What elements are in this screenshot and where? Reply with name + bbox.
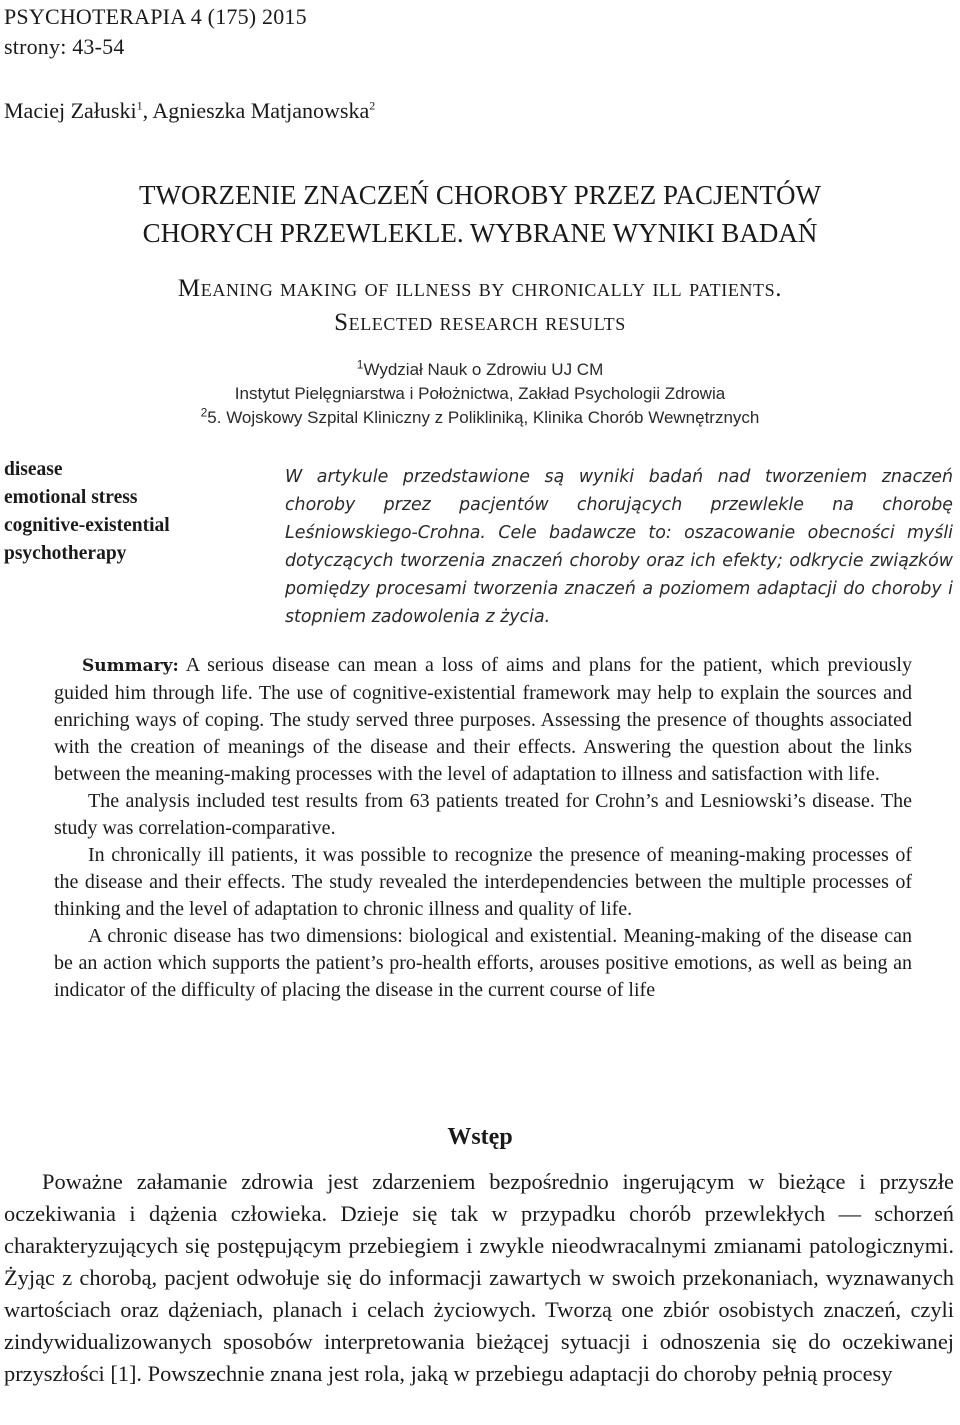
keyword: cognitive-existential [4,515,170,536]
summary-paragraph: The analysis included test results from 63 patients treated for Crohn’s and Lesniowski’s disease. The study was correlation-comparative. [54,790,912,839]
section-heading: Wstęp [447,1124,513,1150]
affiliation-marker: 1 [136,98,143,113]
journal-header [4,2,307,62]
summary-label: Summary: [82,656,179,676]
affiliation-line: Instytut Pielęgniarstwa i Położnictwa, Zakład Psychologii Zdrowia [234,384,726,403]
article-title-polish [0,176,960,252]
summary-paragraph: Summary: A serious disease can mean a loss of aims and plans for the patient, which previously guided him through life. The use of cognitive-existential framework may help to explain the sources and enriching ways of coping. The study served three purposes. Assessing the presence of thoughts associated with the creation of meanings of the disease and their effects. Answering the question about the links between the meaning-making processes with the level of adaptation to illness and satisfaction with life. [54,654,912,785]
article-title-english [0,272,960,340]
title-line: TWORZENIE ZNACZEŃ CHOROBY PRZEZ PACJENTÓW [139,180,821,210]
summary-paragraph: A chronic disease has two dimensions: biological and existential. Meaning-making of the disease can be an action which supports the patient’s pro-health efforts, arouses positive emotions, as well as being an indicator of the difficulty of placing the disease in the current course of life [54,925,912,1001]
keyword: psychotherapy [4,543,127,564]
page-range: strony: 43-54 [4,34,125,59]
keyword: disease [4,459,63,480]
affiliation-marker: 2 [200,405,208,420]
author-name: Agnieszka Matjanowska [152,98,370,123]
title-line: CHORYCH PRZEWLEKLE. WYBRANE WYNIKI BADAŃ [142,218,818,248]
affiliation-marker: 2 [369,98,376,113]
affiliation-line: $^2$5. Wojskowy Szpital Kliniczny z Polikliniką, Klinika Chorób Wewnętrznych [200,405,760,427]
affiliation-line: $^1$Wydział Nauk o Zdrowiu UJ CM [356,357,604,379]
affiliations [0,358,960,430]
journal-title: PSYCHOTERAPIA 4 (175) 2015 [4,4,307,29]
abstract-polish: W artykule przedstawione są wyniki badań nad tworzeniem znaczeń choroby przez pacjentów chorujących przewlekle na chorobę Leśniowskiego-Crohna. Cele badawcze to: oszacowanie obecności myśli dotyczących tworzenia znaczeń choroby oraz ich efekty; odkrycie związków pomiędzy procesami tworzenia znaczeń a poziomem adaptacji do choroby i stopniem zadowolenia z życia. [285,467,953,627]
author-separator: , [142,98,153,123]
title-line: Meaning making of illness by chronically ill patients. [177,275,783,302]
affiliation-marker: 1 [356,357,364,372]
keyword-list [4,456,170,568]
title-line: Selected research results [334,309,626,336]
keyword: emotional stress [4,487,138,508]
summary-section [54,652,912,1004]
summary-paragraph: In chronically ill patients, it was possible to recognize the presence of meaning-making processes of the disease and their effects. The study revealed the interdependencies between the multiple processes of thinking and the level of adaptation to chronic illness and quality of life. [54,844,912,920]
author-name: Maciej Załuski [4,98,137,123]
body-text [4,1166,954,1390]
author-list [4,98,375,124]
body-paragraph: Poważne załamanie zdrowia jest zdarzeniem bezpośrednio ingerującym w bieżące i przyszłe oczekiwania i dążenia człowieka. Dzieje się tak w przypadku chorób przewlekłych — schorzeń charakteryzujących się postępującym przebiegiem i zwykle nieodwracalnymi zmianami patologicznymi. Żyjąc z chorobą, pacjent odwołuje się do informacji zawartych w swoich przekonaniach, wyznawanych wartościach oraz dążeniach, planach i celach życiowych. Tworzą one zbiór osobistych znaczeń, czyli zindywidualizowanych sposobów interpretowania bieżącej sytuacji i odnoszenia się do oczekiwanej przyszłości [1]. Powszechnie znana jest rola, jaką w przebiegu adaptacji do choroby pełnią procesy [4,1169,954,1386]
